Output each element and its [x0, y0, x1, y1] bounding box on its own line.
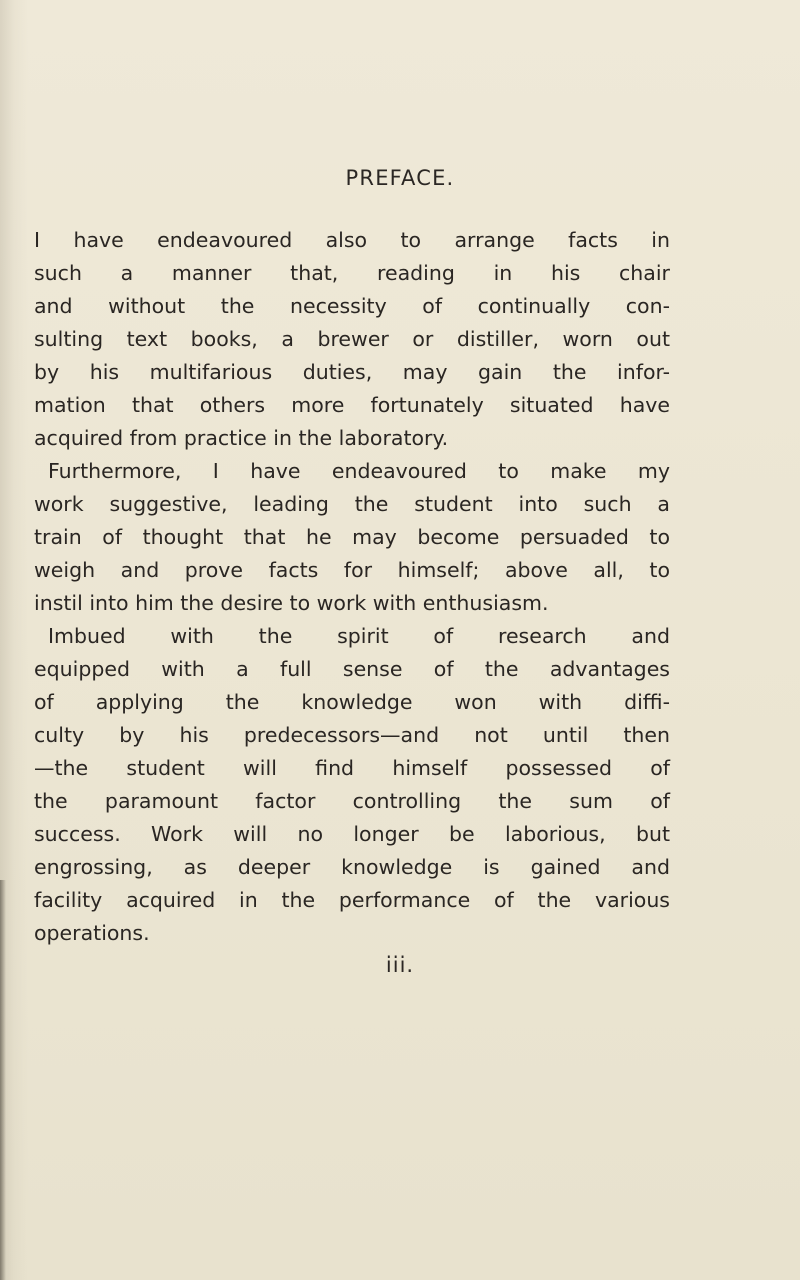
text-line: —the student will find himself possessed of	[34, 756, 670, 780]
text-line: equipped with a full sense of the advantages	[34, 657, 670, 681]
text-line: acquired from practice in the laboratory.	[34, 426, 449, 450]
text-line: train of thought that he may become persuaded to	[34, 525, 670, 549]
text-line: operations.	[34, 921, 150, 945]
text-line: and without the necessity of continually con-	[34, 294, 670, 318]
text-line: instil into him the desire to work with enthusiasm.	[34, 591, 549, 615]
text-line: of applying the knowledge won with diffi-	[34, 690, 670, 714]
text-line: success. Work will no longer be laborious, but	[34, 822, 670, 846]
binding-shadow	[0, 880, 6, 1280]
text-line: the paramount factor controlling the sum of	[34, 789, 670, 813]
text-line: facility acquired in the performance of the various	[34, 888, 670, 912]
text-line: weigh and prove facts for himself; above all, to	[34, 558, 670, 582]
text-line: mation that others more fortunately situated have	[34, 393, 670, 417]
text-line: sulting text books, a brewer or distiller, worn out	[34, 327, 670, 351]
text-line: by his multifarious duties, may gain the infor-	[34, 360, 670, 384]
text-line: culty by his predecessors—and not until then	[34, 723, 670, 747]
text-line: engrossing, as deeper knowledge is gained and	[34, 855, 670, 879]
text-line: Imbued with the spirit of research and	[48, 624, 670, 648]
text-line: such a manner that, reading in his chair	[34, 261, 670, 285]
body-text	[34, 224, 670, 950]
text-line: Furthermore, I have endeavoured to make my	[48, 459, 670, 483]
page-number: iii.	[385, 953, 415, 977]
text-line: work suggestive, leading the student into such a	[34, 492, 670, 516]
page-heading: PREFACE.	[345, 166, 455, 190]
text-line: I have endeavoured also to arrange facts in	[34, 228, 670, 252]
